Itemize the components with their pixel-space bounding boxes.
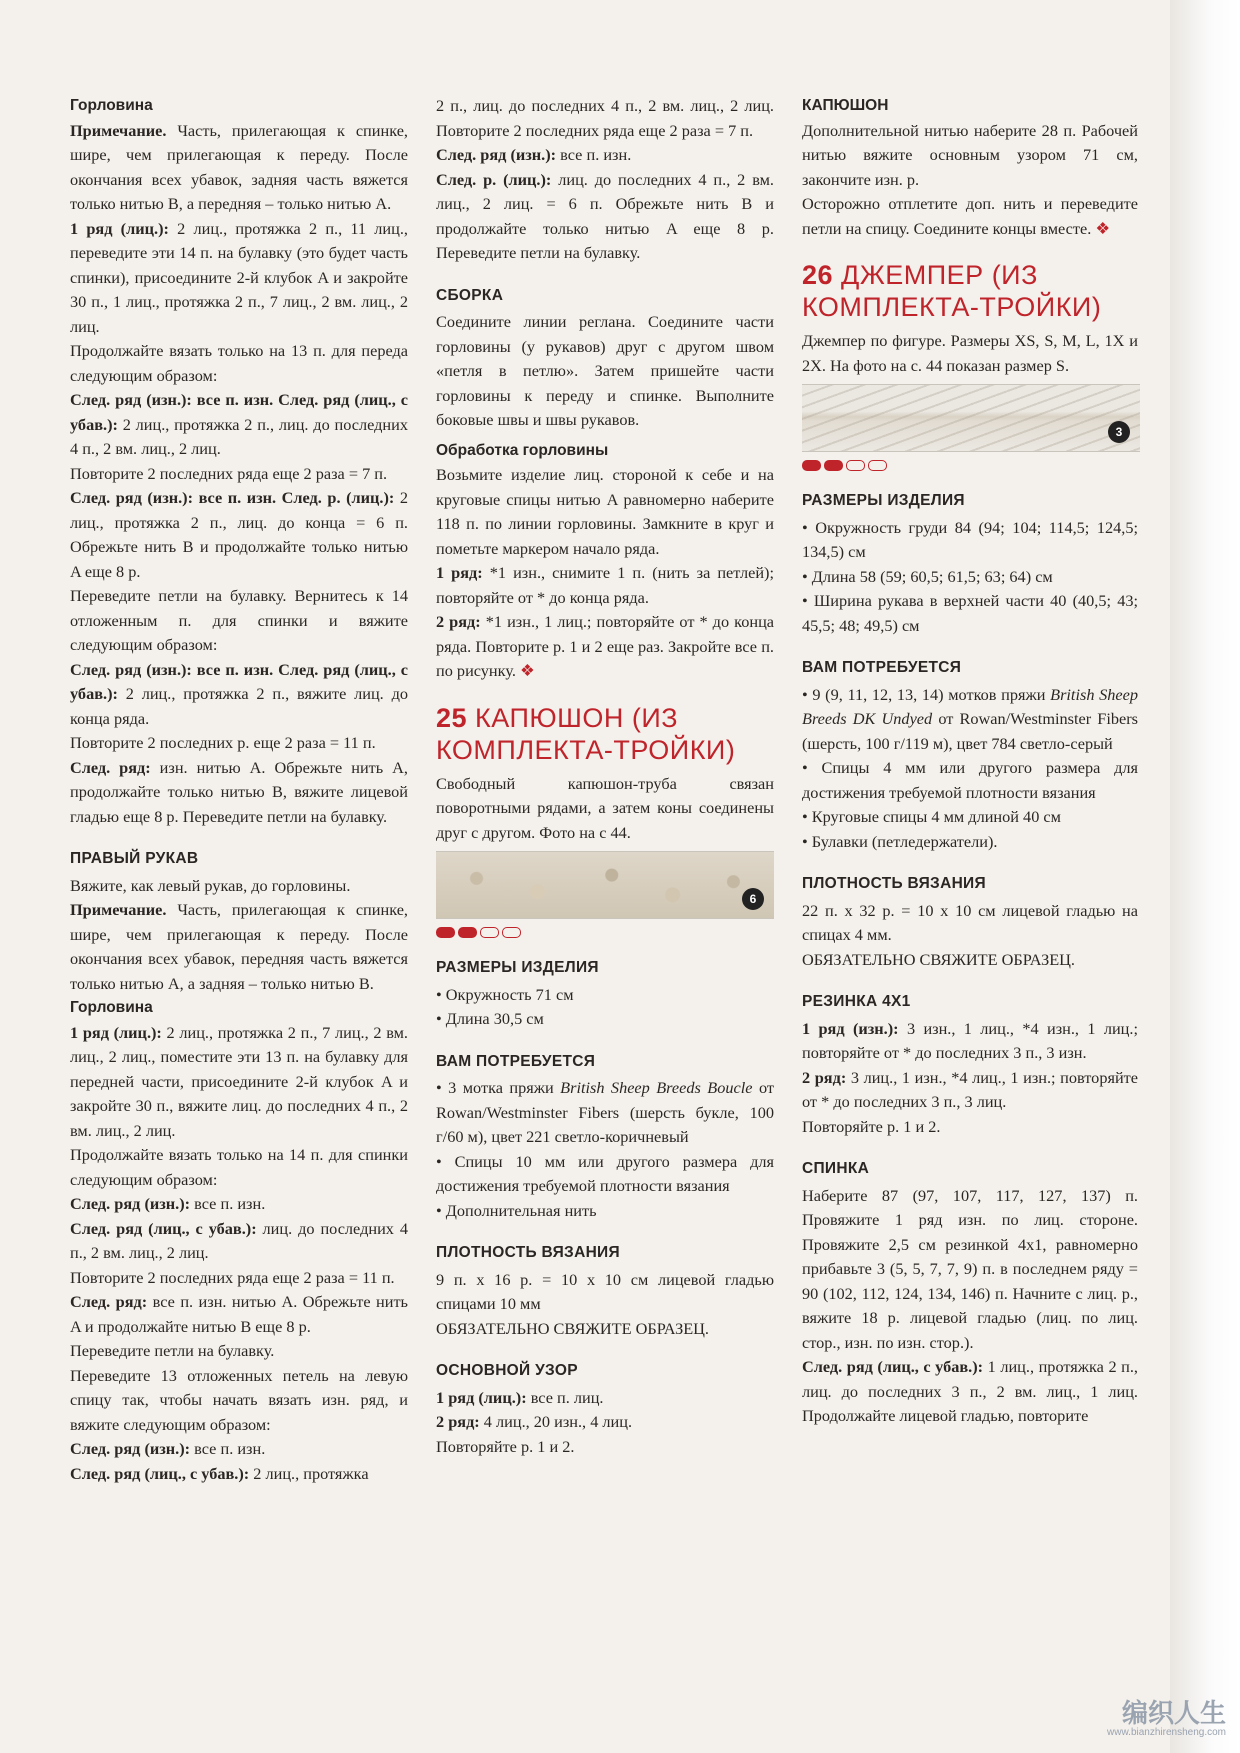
paragraph: След. ряд (изн.): все п. изн. — [70, 1194, 266, 1213]
yarn-swatch-image — [436, 851, 774, 919]
paragraph: Повторите 2 последних р. еще 2 раза = 11 п. — [70, 733, 376, 752]
list-item: • Ширина рукава в верхней части 40 (40,5; 43; 45,5; 48; 49,5) см — [802, 591, 1138, 635]
paragraph: Осторожно отплетите доп. нить и переведите петли на спицу. Соедините концы вместе. ❖ — [802, 194, 1138, 238]
section-heading: ВАМ ПОТРЕБУЕТСЯ — [802, 659, 962, 676]
section-heading: РАЗМЕРЫ ИЗДЕЛИЯ — [436, 959, 599, 976]
section-heading: Обработка горловины — [436, 441, 609, 459]
yarn-weight-badge: 3 — [1108, 421, 1130, 443]
list-item: • Окружность груди 84 (94; 104; 114,5; 124,5; 134,5) см — [802, 517, 1138, 561]
section-heading: ПЛОТНОСТЬ ВЯЗАНИЯ — [436, 1244, 620, 1261]
paragraph: Возьмите изделие лиц. стороной к себе и на круговые спицы нитью A равномерно наберите 118 п. по линии горловины. Замкните в круг и пометьте маркером начало ряда. — [436, 465, 774, 558]
project-title-26: 26 ДЖЕМПЕР (ИЗ КОМПЛЕКТА-ТРОЙКИ) — [802, 260, 1102, 322]
section-heading: СПИНКА — [802, 1160, 870, 1177]
list-item: • Длина 30,5 см — [436, 1009, 544, 1028]
list-item: • 3 мотка пряжи British Sheep Breeds Boucle от Rowan/Westminster Fibers (шерсть букле, 100 г/60 м), цвет 221 светло-коричневый — [436, 1078, 774, 1146]
level-pip — [480, 927, 499, 938]
paragraph: 9 п. х 16 р. = 10 х 10 см лицевой гладью спицами 10 мм — [436, 1269, 774, 1313]
level-pip — [802, 460, 821, 471]
level-pip — [436, 927, 455, 938]
paragraph: 2 п., лиц. до последних 4 п., 2 вм. лиц., 2 лиц. Повторите 2 последних ряда еще 2 раза = 7 п. — [436, 96, 774, 140]
list-item: • Дополнительная нить — [436, 1200, 597, 1220]
site-watermark-logo — [1046, 1699, 1226, 1743]
project-title-25: 25 КАПЮШОН (ИЗ КОМПЛЕКТА-ТРОЙКИ) — [436, 702, 736, 765]
paragraph: 2 ряд: 3 лиц., 1 изн., *4 лиц., 1 изн.; повторяйте от * до последних 3 п., 3 лиц. — [802, 1067, 1139, 1111]
list-item: • Спицы 4 мм или другого размера для достижения требуемой плотности вязания — [802, 758, 1138, 802]
section-heading: ПРАВЫЙ РУКАВ — [70, 850, 199, 867]
paragraph: Свободный капюшон-труба связан поворотными рядами, а затем коны соединены друг с другом. Фото на с 44. — [436, 773, 774, 842]
paragraph: След. ряд (изн.): все п. изн. След. ряд (лиц., с убав.): 2 лиц., протяжка 2 п., лиц. до последних 4 п., 2 вм. лиц., 2 лиц. — [70, 390, 408, 458]
paragraph: Джемпер по фигуре. Размеры XS, S, M, L, 1X и 2X. На фото на с. 44 показан размер S. — [802, 331, 1138, 375]
paragraph: 2 ряд: *1 изн., 1 лиц.; повторяйте от * до конца ряда. Повторите р. 1 и 2 еще раз. Закройте все п. по рисунку. ❖ — [436, 612, 775, 680]
paragraph: Продолжайте вязать только на 14 п. для спинки следующим образом: — [70, 1145, 408, 1189]
level-pip — [502, 927, 521, 938]
difficulty-level-icon — [802, 460, 1138, 471]
paragraph: Повторите 2 последних ряда еще 2 раза = 7 п. — [70, 463, 388, 483]
paragraph: Повторите 2 последних ряда еще 2 раза = 11 п. — [70, 1267, 395, 1287]
list-item: • Длина 58 (59; 60,5; 61,5; 63; 64) см — [802, 566, 1053, 586]
section-heading: ОСНОВНОЙ УЗОР — [436, 1362, 578, 1379]
paragraph: 22 п. х 32 р. = 10 х 10 см лицевой гладью на спицах 4 мм. — [802, 900, 1138, 944]
paragraph: Переведите 13 отложенных петель на левую спицу так, чтобы начать вязать изн. ряд, и вяжите следующим образом: — [70, 1365, 408, 1434]
section-heading: КАПЮШОН — [802, 97, 889, 114]
list-item: • Окружность 71 см — [436, 984, 574, 1004]
column-left — [70, 94, 408, 1486]
paragraph: Продолжайте вязать только на 13 п. для переда следующим образом: — [70, 341, 408, 385]
paragraph: Вяжите, как левый рукав, до горловины. — [70, 875, 351, 895]
paragraph: Дополнительной нитью наберите 28 п. Рабочей нитью вяжите основным узором 71 см, закончите изн. р. — [802, 120, 1138, 189]
paragraph: 1 ряд (изн.): 3 изн., 1 лиц., *4 изн., 1 лиц.; повторяйте от * до последних 3 п., 3 изн. — [802, 1018, 1138, 1062]
page-edge — [1170, 0, 1240, 1753]
column-middle — [436, 94, 774, 1459]
section-heading: ВАМ ПОТРЕБУЕТСЯ — [436, 1052, 596, 1070]
list-item: • Круговые спицы 4 мм длиной 40 см — [802, 807, 1061, 826]
end-mark-icon: ❖ — [519, 661, 535, 680]
paragraph: ОБЯЗАТЕЛЬНО СВЯЖИТЕ ОБРАЗЕЦ. — [436, 1318, 709, 1338]
column-right — [802, 94, 1138, 1429]
paragraph: След. р. (лиц.): лиц. до последних 4 п., 2 вм. лиц., 2 лиц. = 6 п. Обрежьте нить B и продолжайте только нитью A еще 8 р. Переведите петли на булавку. — [436, 169, 774, 262]
section-heading: Горловина — [70, 999, 153, 1016]
paragraph: 1 ряд (лиц.): 2 лиц., протяжка 2 п., 7 лиц., 2 вм. лиц., 2 лиц., поместите эти 13 п. на булавку для передней части, присоедините 2-й клубок A и закройте 30 п., вяжите лиц. до последних 4 п., 2 вм. лиц., 2 лиц. — [70, 1022, 408, 1140]
end-mark-icon: ❖ — [1095, 218, 1110, 238]
watermark-url: www.bianzhirensheng.com — [1107, 1727, 1226, 1738]
paragraph: След. ряд (лиц., с убав.): 1 лиц., протяжка 2 п., лиц. до последних 3 п., 2 вм. лиц., 1 лиц. Продолжайте лицевой гладью, повторите — [802, 1357, 1138, 1425]
paragraph: 1 ряд (лиц.): все п. лиц. — [436, 1387, 604, 1407]
paragraph: ОБЯЗАТЕЛЬНО СВЯЖИТЕ ОБРАЗЕЦ. — [802, 949, 1075, 969]
paragraph: 2 ряд: 4 лиц., 20 изн., 4 лиц. — [436, 1412, 633, 1431]
level-pip — [458, 927, 477, 938]
list-item: • 9 (9, 11, 12, 13, 14) мотков пряжи British Sheep Breeds DK Undyed от Rowan/Westminster Fibers (шерсть, 100 г/119 м), цвет 784 светло-серый — [802, 684, 1139, 753]
paragraph: След. ряд (изн.): все п. изн. След. р. (лиц.): 2 лиц., протяжка 2 п., лиц. до конца = 6 п. Обрежьте нить B и продолжайте только нитью A еще 8 р. — [70, 488, 408, 581]
paragraph: След. ряд (лиц., с убав.): 2 лиц., протяжка — [70, 1463, 369, 1483]
paragraph: Соедините линии реглана. Соедините части горловины (у рукавов) друг с другом швом «петля в петлю». Затем пришейте части горловины к переду и спинке. Выполните боковые швы и швы рукавов. — [436, 312, 774, 429]
paragraph: 1 ряд (лиц.): 2 лиц., протяжка 2 п., 11 лиц., переведите эти 14 п. на булавку (это будет часть спинки), присоедините 2-й клубок A и закройте 30 п., 1 лиц., протяжка 2 п., 7 лиц., 2 вм. лиц., 2 лиц. — [70, 218, 408, 336]
paragraph: След. ряд: изн. нитью A. Обрежьте нить A, продолжайте только нитью B, вяжите лицевой гладью еще 8 р. Переведите петли на булавку. — [70, 757, 408, 826]
paragraph: 1 ряд: *1 изн., снимите 1 п. (нить за петлей); повторяйте от * до конца ряда. — [436, 563, 775, 607]
paragraph: След. ряд (лиц., с убав.): лиц. до последних 4 п., 2 вм. лиц., 2 лиц. — [70, 1218, 408, 1262]
paragraph: Повторяйте р. 1 и 2. — [802, 1116, 941, 1136]
paragraph: След. ряд (изн.): все п. изн. — [436, 145, 632, 164]
paragraph: След. ряд (изн.): все п. изн. — [70, 1439, 266, 1458]
paragraph: Переведите петли на булавку. Вернитесь к 14 отложенным п. для спинки и вяжите следующим образом: — [70, 586, 408, 654]
level-pip — [846, 460, 865, 471]
paragraph: Примечание. Часть, прилегающая к спинке, шире, чем прилегающая к переду. После окончания всех убавок, задняя часть вяжется только нитью B, а передняя – только нитью A. — [70, 120, 408, 213]
section-heading: Горловина — [70, 97, 153, 114]
paragraph: След. ряд (изн.): все п. изн. След. ряд (лиц., с убав.): 2 лиц., протяжка 2 п., вяжите лиц. до конца ряда. — [70, 659, 408, 728]
level-pip — [868, 460, 887, 471]
yarn-weight-badge: 6 — [742, 888, 764, 910]
section-heading: СБОРКА — [436, 286, 504, 304]
difficulty-level-icon — [436, 927, 774, 938]
paragraph: Наберите 87 (97, 107, 117, 127, 137) п. Провяжите 1 ряд изн. по лиц. стороне. Провяжите 2,5 см резинкой 4х1, равномерно прибавьте 3 (5, 5, 7, 7, 9) п. в последнем ряду = 90 (102, 112, 124, 134, 146) п. Начните с лиц. р., вяжите 18 р. лицевой гладью (лиц. по лиц. стор., изн. по изн. стор.). — [802, 1185, 1138, 1352]
paragraph: След. ряд: все п. изн. нитью A. Обрежьте нить A и продолжайте нитью B еще 8 р. — [70, 1292, 408, 1336]
section-heading: ПЛОТНОСТЬ ВЯЗАНИЯ — [802, 875, 986, 892]
list-item: • Булавки (петледержатели). — [802, 831, 998, 851]
list-item: • Спицы 10 мм или другого размера для достижения требуемой плотности вязания — [436, 1151, 774, 1195]
paragraph: Переведите петли на булавку. — [70, 1341, 275, 1360]
section-heading: РАЗМЕРЫ ИЗДЕЛИЯ — [802, 492, 965, 509]
watermark-mark: 编织人生 — [1121, 1698, 1226, 1728]
yarn-swatch-image — [802, 384, 1140, 452]
section-heading: РЕЗИНКА 4Х1 — [802, 993, 911, 1010]
paragraph: Примечание. Часть, прилегающая к спинке, шире, чем прилегающая к переду. После окончания всех убавок, передняя часть вяжется только нитью A, а задняя – только нитью B. — [70, 900, 408, 993]
paragraph: Повторяйте р. 1 и 2. — [436, 1436, 575, 1456]
level-pip — [824, 460, 843, 471]
